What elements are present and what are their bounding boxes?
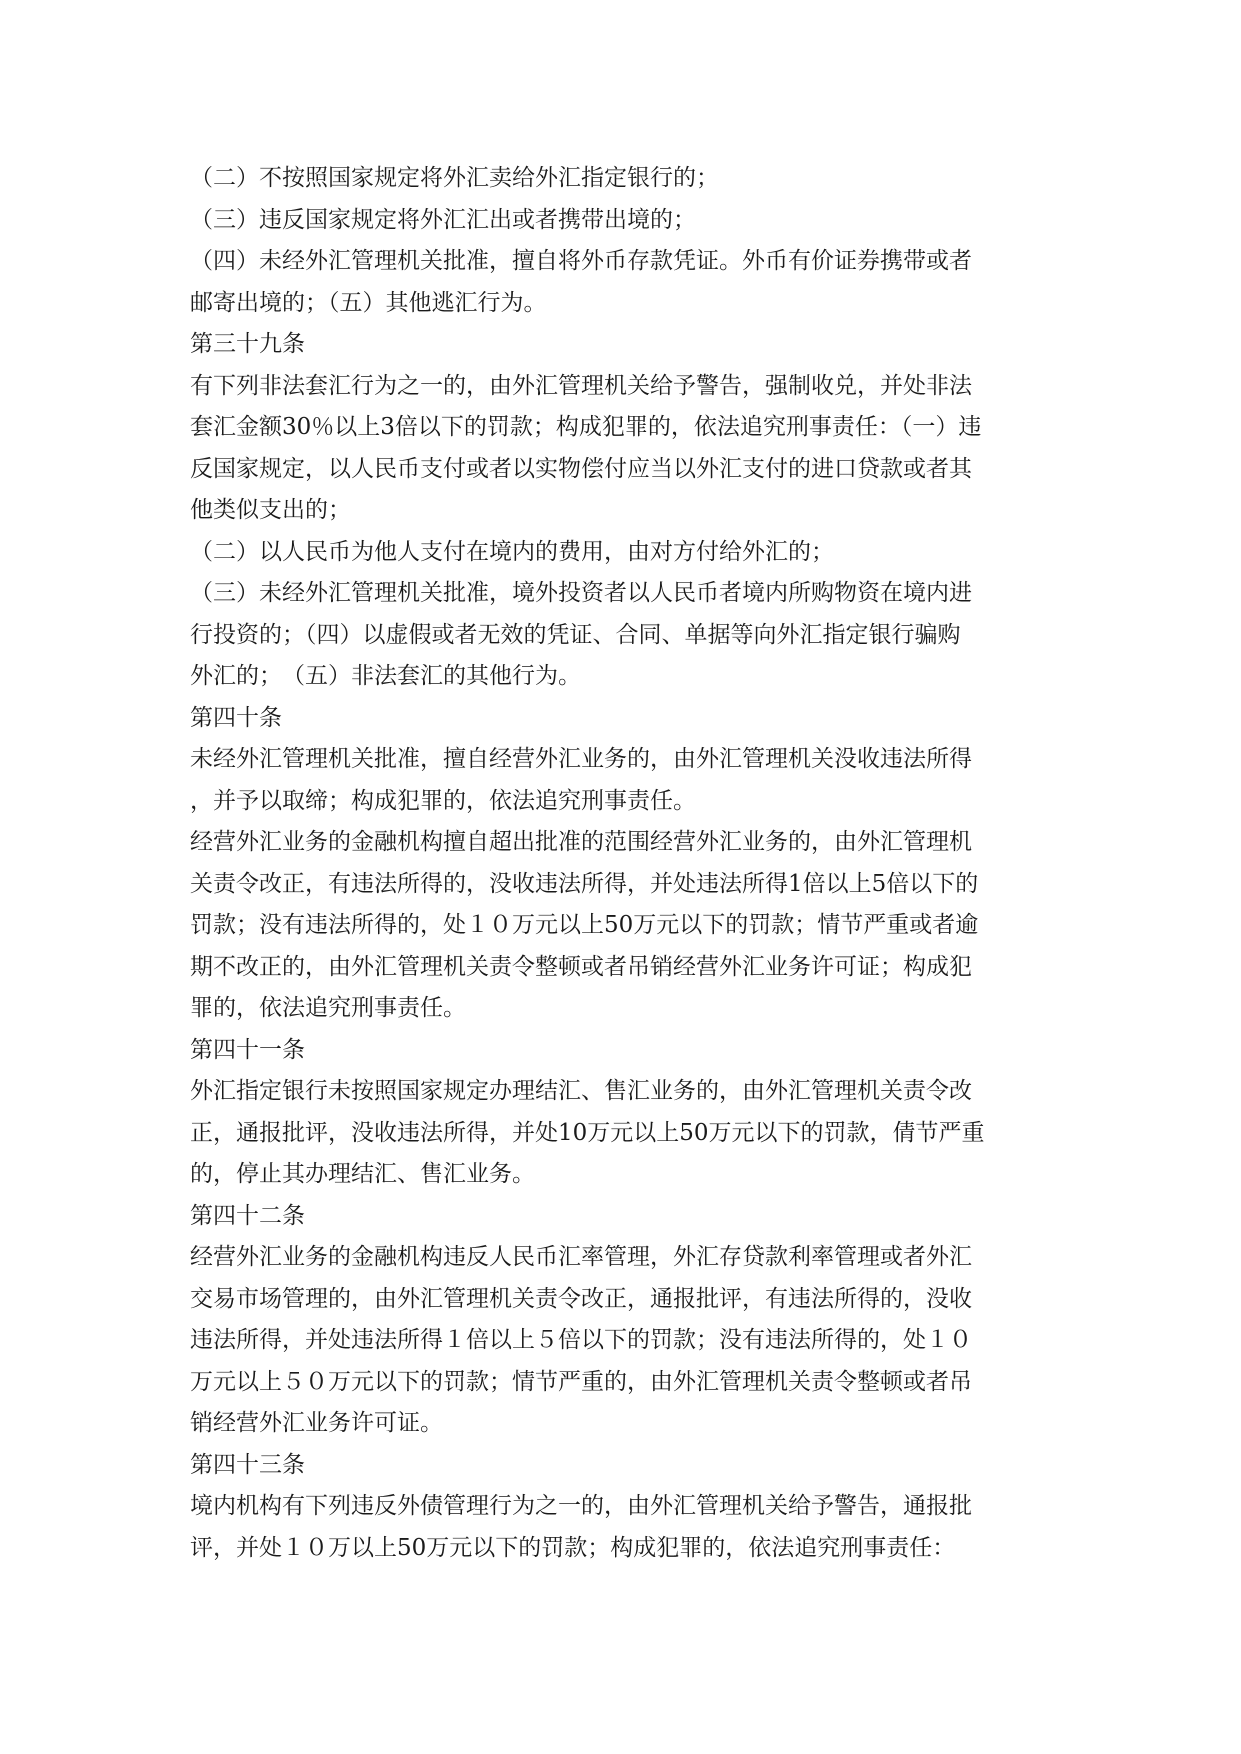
- text-line: （二）不按照国家规定将外汇卖给外汇指定银行的；: [190, 165, 719, 191]
- text-line: 反国家规定，以人民币支付或者以实物偿付应当以外汇支付的进口贷款或者其: [190, 455, 972, 482]
- text-line: 套汇金额30％以上3倍以下的罚款；构成犯罪的，依法追究刑事责任：（一）违: [190, 414, 982, 440]
- text-line: 的，停止其办理结汇、售汇业务。: [190, 1161, 535, 1187]
- text-line: 第四十二条: [190, 1202, 305, 1229]
- text-line: 他类似支出的；: [190, 497, 351, 523]
- text-line: 第四十条: [190, 704, 282, 731]
- text-line: 违法所得，并处违法所得１倍以上５倍以下的罚款；没有违法所得的，处１０: [190, 1327, 972, 1353]
- text-line: 第三十九条: [190, 331, 305, 357]
- text-line: （二）以人民币为他人支付在境内的费用，由对方付给外汇的；: [190, 538, 834, 565]
- text-line: 有下列非法套汇行为之一的，由外汇管理机关给予警告，强制收兑，并处非法: [190, 372, 972, 399]
- text-line: 评，并处１０万以上50万元以下的罚款；构成犯罪的，依法追究刑事责任：: [190, 1534, 956, 1561]
- text-line: ，并予以取缔；构成犯罪的，依法追究刑事责任。: [190, 787, 696, 814]
- text-line: 罪的，依法追究刑事责任。: [190, 995, 466, 1021]
- text-line: 外汇指定银行未按照国家规定办理结汇、售汇业务的，由外汇管理机关责令改: [190, 1078, 972, 1104]
- text-line: 第四十三条: [190, 1451, 305, 1478]
- text-line: 第四十一条: [190, 1036, 305, 1063]
- text-line: 未经外汇管理机关批准，擅自经营外汇业务的，由外汇管理机关没收违法所得: [190, 746, 972, 772]
- text-line: 关责令改正，有违法所得的，没收违法所得，并处违法所得1倍以上5倍以下的: [190, 870, 979, 897]
- text-line: 行投资的；（四）以虚假或者无效的凭证、合同、单据等向外汇指定银行骗购: [190, 621, 961, 648]
- text-line: （三）未经外汇管理机关批准，境外投资者以人民币者境内所购物资在境内进: [190, 580, 972, 606]
- text-line: 交易市场管理的，由外汇管理机关责令改正，通报批评，有违法所得的，没收: [190, 1285, 972, 1312]
- text-line: 罚款；没有违法所得的，处１０万元以上50万元以下的罚款；情节严重或者逾: [190, 912, 979, 938]
- document-body: [190, 158, 1060, 1569]
- text-line: 万元以上５０万元以下的罚款；情节严重的，由外汇管理机关责令整顿或者吊: [190, 1368, 972, 1395]
- text-line: 邮寄出境的；（五）其他逃汇行为。: [190, 289, 547, 316]
- text-line: （三）违反国家规定将外汇汇出或者携带出境的；: [190, 206, 696, 233]
- text-line: 销经营外汇业务许可证。: [190, 1410, 443, 1436]
- text-line: 经营外汇业务的金融机构违反人民币汇率管理，外汇存贷款利率管理或者外汇: [190, 1244, 972, 1270]
- text-line: 经营外汇业务的金融机构擅自超出批准的范围经营外汇业务的，由外汇管理机: [190, 829, 972, 855]
- text-line: 期不改正的，由外汇管理机关责令整顿或者吊销经营外汇业务许可证；构成犯: [190, 953, 972, 980]
- text-line: 外汇的； （五）非法套汇的其他行为。: [190, 663, 581, 689]
- text-line: 正，通报批评，没收违法所得，并处10万元以上50万元以下的罚款，倩节严重: [190, 1119, 985, 1146]
- text-line: 境内机构有下列违反外债管理行为之一的，由外汇管理机关给予警告，通报批: [190, 1493, 972, 1519]
- text-line: （四）未经外汇管理机关批准，擅自将外币存款凭证。外币有价证券携带或者: [190, 248, 972, 274]
